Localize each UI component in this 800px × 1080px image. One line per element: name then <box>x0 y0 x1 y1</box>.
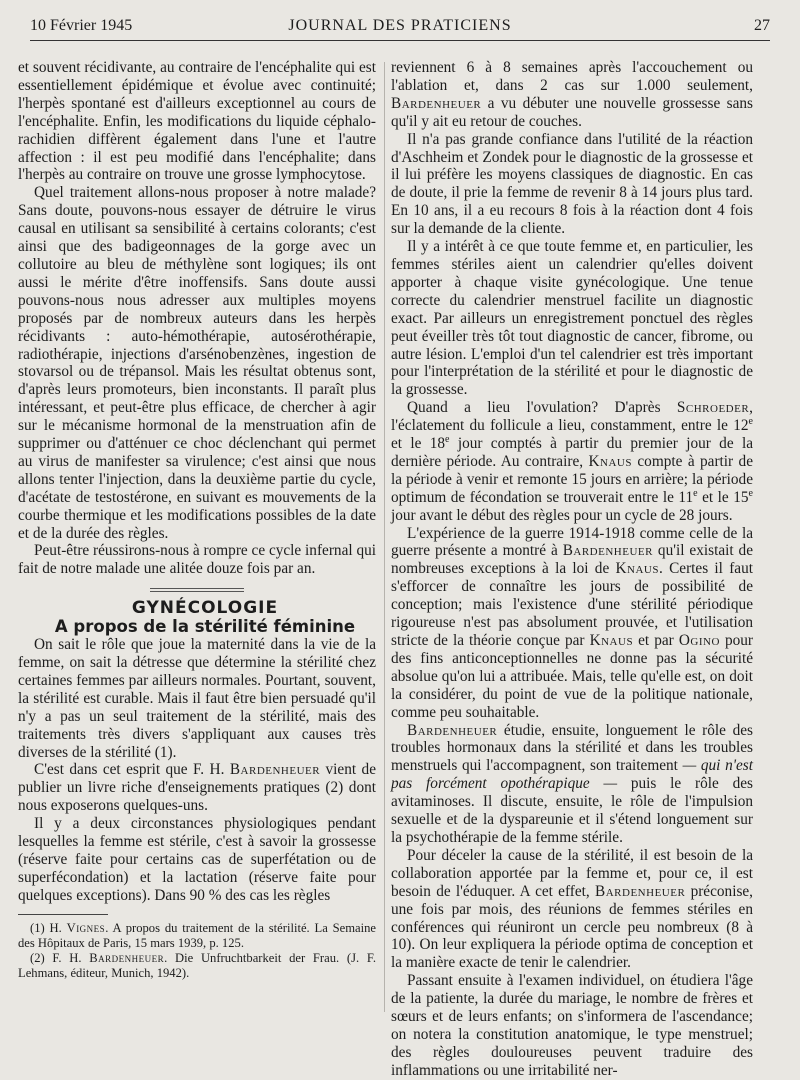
issue-date: 10 Février 1945 <box>30 17 133 34</box>
footnote-2: (2) F. H. Bardenheuer. Die Unfruchtbarkeit der Frau. (J. F. Lehmans, éditeur, Munich, 1942). <box>18 950 376 980</box>
author-name: Bardenheuer <box>229 761 321 779</box>
journal-title: JOURNAL DES PRATICIENS <box>288 17 512 34</box>
paragraph: reviennent 6 à 8 semaines après l'accouchement ou l'ablation et, dans 2 cas sur 1.000 seulement, Bardenheuer a vu débuter une nouvelle grossesse sans qu'il y ait eu retour de couches. <box>391 59 753 130</box>
right-column <box>391 59 754 1079</box>
left-column <box>18 59 376 1059</box>
paragraph: Il y a deux circonstances physiologiques pendant lesquelles la femme est stérile, c'est à savoir la grossesse (réserve faite pour certains cas de superfétation ou de superfécondation) et la lactation (réserve faite pour quelques exceptions). Dans 90 % des cas les règles <box>18 815 376 904</box>
paragraph: On sait le rôle que joue la maternité dans la vie de la femme, on sait la détresse que détermine la stérilité chez certaines femmes par ailleurs normales. Pourtant, souvent, la stérilité est curable. Mais il faut être bien persuadé qu'il n'y a pas un seul traitement de la stérilité, mais des traitements très divers s'appliquant aux causes très diverses de la stérilité (1). <box>18 636 376 761</box>
paragraph: C'est dans cet esprit que F. H. Bardenheuer vient de publier un livre riche d'enseignements pratiques (2) dont nous exposerons quelques-uns. <box>18 761 376 815</box>
page-number: 27 <box>754 17 770 34</box>
paragraph: Bardenheuer étudie, ensuite, longuement le rôle des troubles hormonaux dans la stérilité et dans les troubles menstruels qui l'accompagnent, son traitement — qui n'est pas forcément opothérapique — puis le rôle des avitaminoses. Il discute, ensuite, le rôle de l'impulsion sexuelle et de la dyspareunie et il s'étend longuement sur la psychothérapie de la femme stérile. <box>391 721 753 846</box>
paragraph: Il n'a pas grande confiance dans l'utilité de la réaction d'Aschheim et Zondek pour le diagnostic de la grossesse et il lui préfère les moyens classiques de diagnostic. En cas de doute, il prie la femme de revenir 8 à 14 jours plus tard. En 10 ans, il a eu recours 8 fois à la réaction dont 4 fois sur la demande de la cliente. <box>391 130 753 238</box>
paragraph: Quand a lieu l'ovulation? D'après Schroeder, l'éclatement du follicule a lieu, constamment, entre le 12e et le 18e jour comptés à partir du premier jour de la dernière période. Au contraire, Knaus compte à partir de la période à venir et remonte 15 jours en arrière; la période optimum de fécondation se trouverait entre le 11e et le 15e jour avant le début des règles pour un cycle de 28 jours. <box>391 399 753 524</box>
footnote-rule <box>18 914 108 915</box>
paragraph: Il y a intérêt à ce que toute femme et, en particulier, les femmes stériles aient un calendrier qu'elles doivent apporter à chaque visite gynécologique. Une tenue correcte du calendrier menstruel facilite un diagnostic exact. Par ailleurs un enregistrement ponctuel des règles peut éveiller très tôt tout diagnostic de cancer, fibrome, ou autre lésion. L'emploi d'un tel calendrier est très important pour l'interprétation de la stérilité et pour le diagnostic de la grossesse. <box>391 238 753 399</box>
paragraph: et souvent récidivante, au contraire de l'encéphalite qui est essentiellement épidémique et évolue avec continuité; l'herpès spontané est d'ailleurs exceptionnel au cours de l'encéphalite. Enfin, les modifications du liquide céphalo-rachidien diffèrent également dans l'une et l'autre affection : il est peu modifié dans l'encéphalite; dans l'herpès au contraire on trouve une grosse lymphocytose. <box>18 59 376 184</box>
paragraph: Quel traitement allons-nous proposer à notre malade? Sans doute, pouvons-nous essayer de détruire le virus causal en utilisant sa sensibilité à certains colorants; c'est ainsi que des badigeonnages de la gorge avec un collutoire au bleu de méthylène sont logiques; ils ont aussi le mérite d'être inoffensifs. Sans doute aussi pouvons-nous nous adresser aux multiples moyens proposés par de nombreux auteurs dans les herpès récidivants : auto-hémothérapie, autosérothérapie, radiothérapie, injections d'arsénobenzènes, ingestion de stovarsol ou de trépansol. Mais les résultat obtenus sont, d'après leurs promoteurs, bien inconstants. Il paraît plus intéressant, et peut-être plus efficace, de chercher à agir sur le mécanisme hormonal de la menstruation afin de supprimer ou d'atténuer ce choc déclenchant qui permet au virus de manifester sa virulence; c'est ainsi que nous allons tenter l'injection, dans la deuxième partie du cycle, d'acétate de testostérone, en suivant es mouvements de la courbe thermique et les modifications possibles de la date et de la durée des règles. <box>18 184 376 542</box>
section-title: GYNÉCOLOGIE <box>131 598 279 619</box>
running-header <box>30 14 770 41</box>
paragraph: Peut-être réussirons-nous à rompre ce cycle infernal qui fait de notre malade une alitée douze fois par an. <box>18 542 376 578</box>
section-separator <box>150 588 244 592</box>
paragraph: Pour déceler la cause de la stérilité, il est besoin de la collaboration apportée par la femme et, pour ce, il est besoin de l'éduquer. A cet effet, Bardenheuer préconise, une fois par mois, des réunions de femmes stériles en conférences qui réuniront un cercle peu nombreux (8 à 10). On leur expliquera la période optima de conception et la manière exacte de tenir le calendrier. <box>391 846 754 972</box>
paragraph: L'expérience de la guerre 1914-1918 comme celle de la guerre présente a montré à Bardenheuer qu'il existait de nombreuses exceptions à la loi de Knaus. Certes il faut s'efforcer de connaître les jours de possibilité de conception; mais l'existence d'une stérilité périodique rigoureuse n'est pas absolument prouvée, et l'utilisation stricte de la théorie conçue par Knaus et par Ogino pour des fins anticonceptionnelles ne donne pas la sécurité absolue qu'on lui a attribuée. Mais, telle qu'elle est, on doit la considérer, du point de vue de la politique nationale, comme peu souhaitable. <box>391 524 753 721</box>
column-divider <box>384 62 385 1012</box>
article-title: A propos de la stérilité féminine <box>54 617 356 637</box>
footnote-1: (1) H. Vignes. A propos du traitement de la stérilité. La Semaine des Hôpitaux de Paris, 15 mars 1939, p. 125. <box>18 920 376 950</box>
paragraph: Passant ensuite à l'examen individuel, on étudiera l'âge de la patiente, la durée du mariage, le nombre de frères et sœurs et de leurs enfants; on s'informera de l'ascendance; on notera la constitution anatomique, le type menstruel; des règles douloureuses peuvent traduire des inflammations ou une irritabilité ner- <box>391 972 753 1079</box>
